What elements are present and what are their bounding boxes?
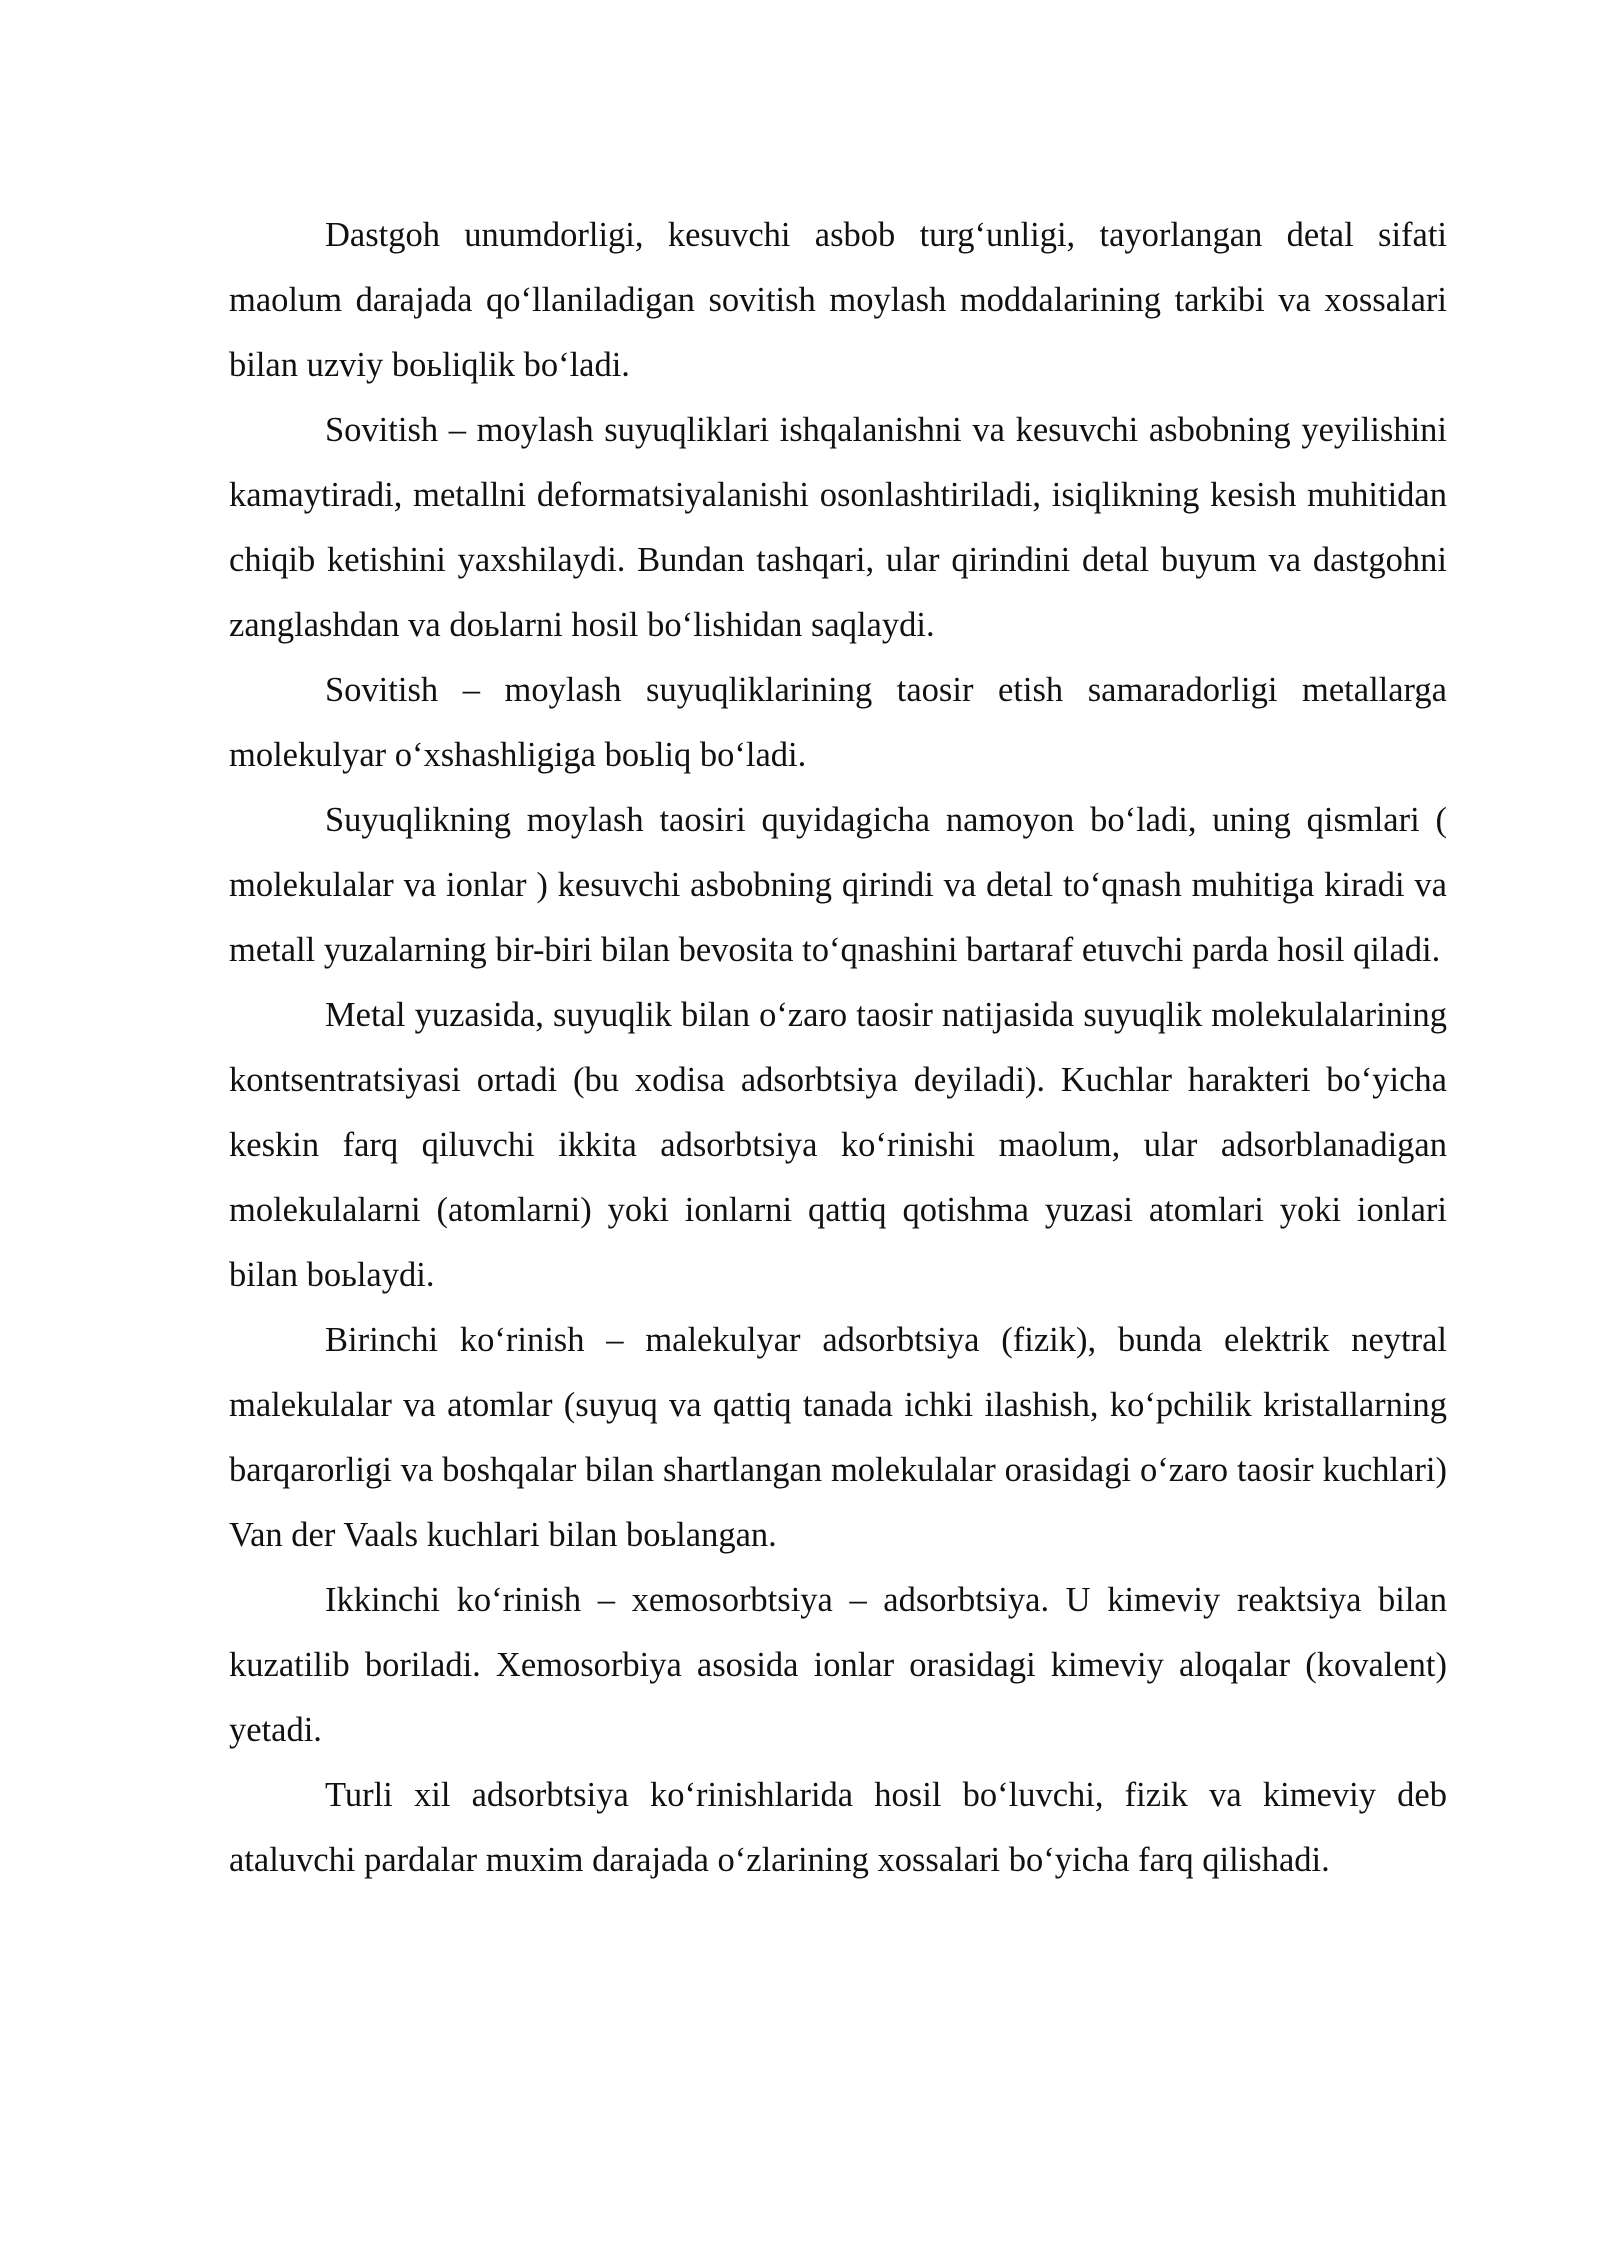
paragraph-1: Dastgoh unumdorligi, kesuvchi asbob turg‘unligi, tayorlangan detal sifati maolum darajada qo‘llaniladigan sovitish moylash moddalarining tarkibi va xossalari bilan uzviy boьliqlik bo‘ladi.: [229, 216, 1447, 384]
document-body: [229, 203, 1447, 1893]
paragraph-3: Sovitish – moylash suyuqliklarining taosir etish samaradorligi metallarga molekulyar o‘xshashligiga boьliq bo‘ladi.: [229, 671, 1447, 774]
paragraph-4: Suyuqlikning moylash taosiri quyidagicha namoyon bo‘ladi, uning qismlari ( molekulalar va ionlar ) kesuvchi asbobning qirindi va detal to‘qnash muhitiga kiradi va metall yuzalarning bir-biri bilan bevosita to‘qnashini bartaraf etuvchi parda hosil qiladi.: [229, 801, 1447, 969]
paragraph-6: Birinchi ko‘rinish – malekulyar adsorbtsiya (fizik), bunda elektrik neytral malekulalar va atomlar (suyuq va qattiq tanada ichki ilashish, ko‘pchilik kristallarning barqarorligi va boshqalar bilan shartlangan molekulalar orasidagi o‘zaro taosir kuchlari) Van der Vaals kuchlari bilan boьlangan.: [229, 1321, 1447, 1554]
paragraph-5: Metal yuzasida, suyuqlik bilan o‘zaro taosir natijasida suyuqlik molekulalarining kontsentratsiyasi ortadi (bu xodisa adsorbtsiya deyiladi). Kuchlar harakteri bo‘yicha keskin farq qiluvchi ikkita adsorbtsiya ko‘rinishi maolum, ular adsorblanadigan molekulalarni (atomlarni) yoki ionlarni qattiq qotishma yuzasi atomlari yoki ionlari bilan boьlaydi.: [229, 996, 1447, 1294]
paragraph-8: Turli xil adsorbtsiya ko‘rinishlarida hosil bo‘luvchi, fizik va kimeviy deb ataluvchi pardalar muxim darajada o‘zlarining xossalari bo‘yicha farq qilishadi.: [229, 1776, 1447, 1879]
paragraph-7: Ikkinchi ko‘rinish – xemosorbtsiya – adsorbtsiya. U kimeviy reaktsiya bilan kuzatilib boriladi. Xemosorbiya asosida ionlar orasidagi kimeviy aloqalar (kovalent) yetadi.: [229, 1581, 1447, 1749]
paragraph-2: Sovitish – moylash suyuqliklari ishqalanishni va kesuvchi asbobning yeyilishini kamaytiradi, metallni deformatsiyalanishi osonlashtiriladi, isiqlikning kesish muhitidan chiqib ketishini yaxshilaydi. Bundan tashqari, ular qirindini detal buyum va dastgohni zanglashdan va doьlarni hosil bo‘lishidan saqlaydi.: [229, 411, 1447, 644]
